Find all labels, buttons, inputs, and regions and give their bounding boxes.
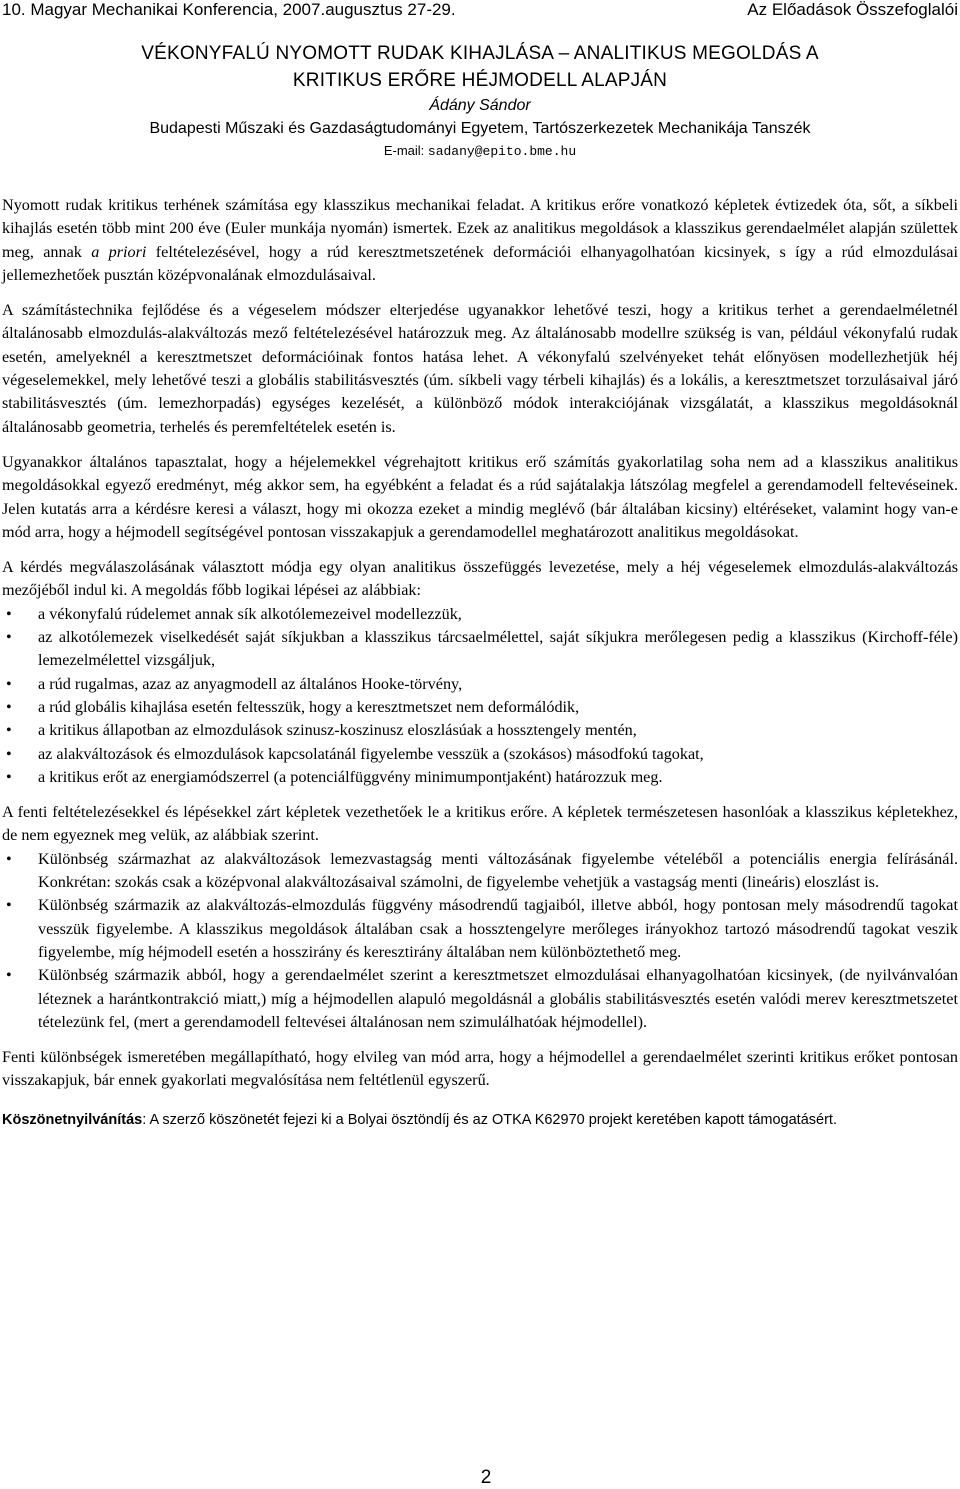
paper-title-line-2: KRITIKUS ERŐRE HÉJMODELL ALAPJÁN	[292, 70, 668, 91]
acknowledgement-label: Köszönetnyilvánítás	[2, 1111, 143, 1128]
running-header	[0, 0, 960, 26]
acknowledgement-text: : A szerző köszönetét fejezi ki a Bolyai ösztöndíj és az OTKA K62970 projekt keretében kapott támogatásért.	[142, 1111, 837, 1128]
bullet-icon: •	[6, 674, 12, 693]
differences-list	[2, 848, 958, 1034]
list-item-text: a kritikus erőt az energiamódszerrel (a potenciálfüggvény minimumpontjaként) határozzuk meg.	[38, 767, 663, 786]
list-item	[2, 964, 958, 1034]
list-item-text: Különbség származik az alakváltozás-elmozdulás függvény másodrendű tagjaiból, illetve abból, hogy pontosan mely másodrendű tagokat vesszük figyelembe. A klasszikus megoldások általában csak a hossztengelyre merőleges irányokhoz tartozó másodrendű tagokat veszik figyelembe, míg héjmodell esetén a hosszirány és keresztirány általában nem különböztethető meg.	[38, 896, 958, 961]
header-conference: 10. Magyar Mechanikai Konferencia, 2007.augusztus 27-29.	[2, 0, 456, 19]
paragraph-1-part-a: Nyomott rudak kritikus terhének számítása egy klasszikus mechanikai feladat. A kritikus erőre vonatkozó képletek évtizedek óta, sőt, a síkbeli kihajlás esetén több mint 200 éve (Euler munkája nyomán) ismertek. Ezek az analitikus megoldások a klasszikus gerendaelmélet alapján születtek meg, annak	[2, 196, 958, 261]
list-item	[2, 894, 958, 964]
paragraph-2: A számítástechnika fejlődése és a végeselem módszer elterjedése ugyanakkor lehetővé teszi, hogy a kritikus terhet a gerendaelméletnél általánosabb elmozdulás-alakváltozás mező feltételezésével határozzuk meg. Az általánosabb modellre szükség is van, például vékonyfalú rudak esetén, amelyeknél a keresztmetszet deformációinak fontos hatása lehet. A vékonyfalú szelvényeket tehát előnyösen modellezhetjük héj végeselemekkel, mely lehetővé teszi a globális stabilitásvesztés (úm. síkbeli vagy térbeli kihajlás) és a lokális, a keresztmetszet torzulásaival járó stabilitásvesztés (úm. lemezhorpadás) egységes kezelését, a különböző módok interakciójának vizsgálatát, a klasszikus megoldásoknál általánosabb geometria, terhelés és peremfeltételek esetén is.	[2, 301, 958, 436]
bullet-icon: •	[6, 767, 12, 786]
list-item-text: a kritikus állapotban az elmozdulások szinusz-koszinusz eloszlásúak a hossztengely mentén,	[38, 721, 637, 740]
list-item-text: Különbség származik abból, hogy a gerendaelmélet szerint a keresztmetszet elmozdulásai elhanyagolhatóan kicsinyek, (de nyilvánvalóan léteznek a harántkontrakció miatt,) míg a héjmodellen alapuló megoldásnál a globális stabilitásvesztés esetén valódi merev keresztmetszetet tételezünk fel, (mert a gerendamodell feltevései általánosan nem szimulálhatóak héjmodellel).	[38, 966, 958, 1031]
paragraph-1-italic: a priori	[91, 242, 147, 261]
list-item-text: a rúd rugalmas, azaz az anyagmodell az általános Hooke-törvény,	[38, 674, 463, 693]
paragraph-1	[2, 194, 958, 287]
email-address[interactable]: sadany@epito.bme.hu	[427, 144, 577, 159]
email-label: E-mail:	[383, 143, 428, 158]
bullet-icon: •	[6, 697, 12, 716]
bullet-icon: •	[6, 966, 12, 985]
abstract-body	[0, 194, 960, 1093]
solution-steps-list	[2, 603, 958, 789]
paragraph-3: Ugyanakkor általános tapasztalat, hogy a héjelemekkel végrehajtott kritikus erő számítás gyakorlatilag soha nem ad a klasszikus analitikus megoldásokkal egyező eredményt, még akkor sem, ha egyébként a feladat és a rúd sajátalakja látszólag megfelel a gerendamodell feltevéseinek. Jelen kutatás arra a kérdésre keresi a választ, hogy mi okozza ezeket a mindig meglévő (bár általában kicsiny) eltéréseket, valamint hogy van-e mód arra, hogy a héjmodell segítségével pontosan visszakapjuk a gerendamodellel meghatározott analitikus megoldásokat.	[2, 452, 958, 541]
bullet-icon: •	[6, 896, 12, 915]
bullet-icon: •	[6, 849, 12, 868]
affiliation: Budapesti Műszaki és Gazdaságtudományi Egyetem, Tartószerkezetek Mechanikája Tanszék	[149, 120, 811, 137]
list-item	[2, 766, 958, 789]
list-item	[2, 626, 958, 673]
list-item-text: a vékonyfalú rúdelemet annak sík alkotólemezeivel modellezzük,	[38, 604, 462, 623]
list-item	[2, 673, 958, 696]
page-number	[0, 1467, 960, 1489]
list-item	[2, 848, 958, 895]
acknowledgement	[0, 1109, 960, 1131]
paper-title-line-1: VÉKONYFALÚ NYOMOTT RUDAK KIHAJLÁSA – ANALITIKUS MEGOLDÁS A	[141, 43, 819, 64]
bullet-icon: •	[6, 721, 12, 740]
list-item	[2, 743, 958, 766]
list-item-text: a rúd globális kihajlása esetén feltesszük, hogy a keresztmetszet nem deformálódik,	[38, 697, 580, 716]
list-item-text: az alakváltozások és elmozdulások kapcsolatánál figyelembe vesszük a (szokásos) másodfokú tagokat,	[38, 744, 704, 763]
email-line	[0, 140, 960, 162]
paragraph-6: Fenti különbségek ismeretében megállapítható, hogy elvileg van mód arra, hogy a héjmodellel a gerendaelmélet szerinti kritikus erőket pontosan visszakapjuk, bár ennek gyakorlati megvalósítása nem feltétlenül egyszerű.	[2, 1048, 958, 1090]
bullet-icon: •	[6, 628, 12, 647]
list-item	[2, 719, 958, 742]
paper-title	[5, 40, 955, 94]
bullet-icon: •	[6, 744, 12, 763]
title-block	[0, 40, 960, 162]
author-name: Ádány Sándor	[429, 97, 531, 114]
list-item	[2, 603, 958, 626]
paragraph-4: A kérdés megválaszolásának választott módja egy olyan analitikus összefüggés levezetése, mely a héj végeselemek elmozdulás-alakváltozás mezőjéből indul ki. A megoldás főbb logikai lépései az alábbiak:	[2, 558, 958, 600]
list-item	[2, 696, 958, 719]
paragraph-5: A fenti feltételezésekkel és lépésekkel zárt képletek vezethetőek le a kritikus erőre. A képletek természetesen hasonlóak a klasszikus képletekhez, de nem egyeznek meg velük, az alábbiak szerint.	[2, 803, 958, 845]
bullet-icon: •	[6, 604, 12, 623]
header-section: Az Előadások Összefoglalói	[747, 0, 958, 19]
paragraph-1-part-b: feltételezésével, hogy a rúd keresztmetszetének deformációi elhanyagolhatóan kicsinyek, s így a rúd elmozdulásai jellemezhetőek pusztán középvonalának elmozdulásaival.	[2, 242, 958, 284]
page-number-text: 2	[480, 1467, 492, 1488]
list-item-text: Különbség származhat az alakváltozások lemezvastagság menti változásának figyelembe vételéből a potenciális energia felírásánál. Konkrétan: szokás csak a középvonal alakváltozásaival számolni, de figyelembe vehetjük a vastagság menti (lineáris) eloszlást is.	[38, 849, 958, 892]
list-item-text: az alkotólemezek viselkedését saját síkjukban a klasszikus tárcsaelmélettel, saját síkjukra merőlegesen pedig a klasszikus (Kirchoff-féle) lemezelmélettel vizsgáljuk,	[38, 628, 958, 670]
